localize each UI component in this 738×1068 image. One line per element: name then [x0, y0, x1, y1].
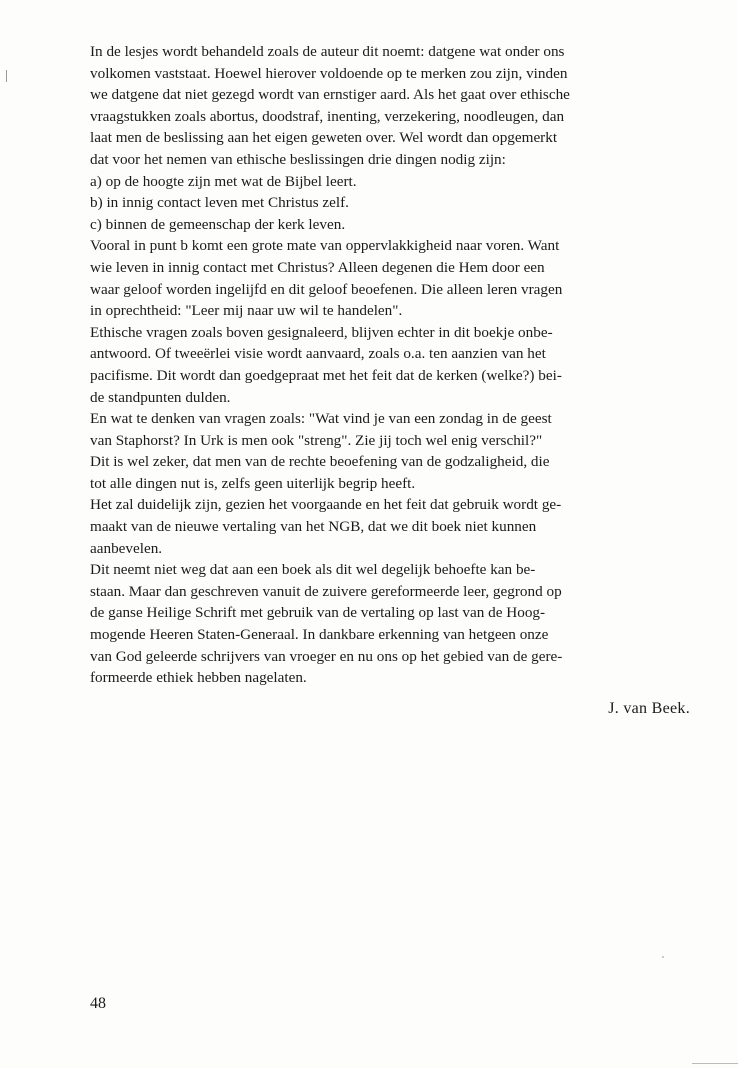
text-line: En wat te denken van vragen zoals: "Wat vind je van een zondag in de geest [90, 410, 552, 428]
text-line: Dit neemt niet weg dat aan een boek als dit wel degelijk behoefte kan be- [90, 561, 536, 579]
text-line: aanbevelen. [90, 539, 163, 557]
page-number: 48 [90, 995, 106, 1012]
list-item-c: c) binnen de gemeenschap der kerk leven. [90, 215, 346, 233]
text-line: maakt van de nieuwe vertaling van het NGB, dat we dit boek niet kunnen [90, 518, 537, 536]
text-line: de standpunten dulden. [90, 388, 231, 406]
text-line: van Staphorst? In Urk is men ook "streng". Zie jij toch wel enig verschil?" [90, 431, 543, 449]
author-signature: J. van Beek. [608, 700, 690, 717]
text-line: wie leven in innig contact met Christus? Alleen degenen die Hem door een [90, 258, 545, 276]
scan-edge-mark [6, 70, 7, 82]
text-line: in oprechtheid: "Leer mij naar uw wil te handelen". [90, 302, 403, 320]
text-line: Dit is wel zeker, dat men van de rechte beoefening van de godzaligheid, die [90, 453, 550, 471]
text-line: waar geloof worden ingelijfd en dit geloof beoefenen. Die alleen leren vragen [90, 280, 563, 298]
text-line: staan. Maar dan geschreven vanuit de zuivere gereformeerde leer, gegrond op [90, 582, 562, 600]
text-line: de ganse Heilige Schrift met gebruik van de vertaling op last van de Hoog- [90, 604, 546, 622]
text-line: mogende Heeren Staten-Generaal. In dankbare erkenning van hetgeen onze [90, 626, 549, 644]
text-line: laat men de beslissing aan het eigen geweten over. Wel wordt dan opgemerkt [90, 129, 558, 147]
text-line: tot alle dingen nut is, zelfs geen uiterlijk begrip heeft. [90, 474, 416, 492]
text-line: Ethische vragen zoals boven gesignaleerd, blijven echter in dit boekje onbe- [90, 323, 553, 341]
text-line: van God geleerde schrijvers van vroeger en nu ons op het gebied van de gere- [90, 647, 563, 665]
text-line: we datgene dat niet gezegd wordt van ernstiger aard. Als het gaat over ethische [90, 86, 570, 104]
text-line: Het zal duidelijk zijn, gezien het voorgaande en het feit dat gebruik wordt ge- [90, 496, 562, 514]
text-line: formeerde ethiek hebben nagelaten. [90, 669, 307, 687]
list-item-a: a) op de hoogte zijn met wat de Bijbel leert. [90, 172, 357, 190]
scan-edge-line [692, 1063, 738, 1064]
text-line: vraagstukken zoals abortus, doodstraf, inenting, verzekering, noodleugen, dan [90, 107, 565, 125]
text-line: In de lesjes wordt behandeld zoals de auteur dit noemt: datgene wat onder ons [90, 43, 565, 60]
text-line: dat voor het nemen van ethische beslissingen drie dingen nodig zijn: [90, 150, 506, 168]
text-line: antwoord. Of tweeërlei visie wordt aanvaard, zoals o.a. ten aanzien van het [90, 345, 546, 363]
body-text [90, 41, 690, 689]
text-line: pacifisme. Dit wordt dan goedgepraat met het feit dat de kerken (welke?) bei- [90, 366, 562, 384]
text-line: Vooral in punt b komt een grote mate van oppervlakkigheid naar voren. Want [90, 237, 560, 255]
scan-speck [662, 956, 664, 958]
text-line: volkomen vaststaat. Hoewel hierover voldoende op te merken zou zijn, vinden [90, 64, 568, 82]
list-item-b: b) in innig contact leven met Christus zelf. [90, 194, 349, 212]
